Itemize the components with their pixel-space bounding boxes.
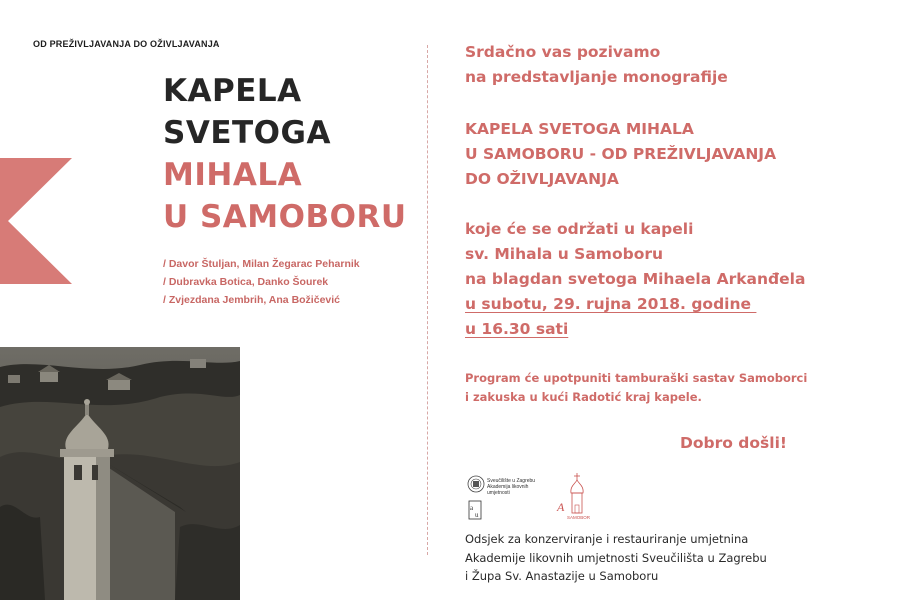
title-line-4: U SAMOBORU [163,199,407,235]
organizer-line: Odsjek za konzerviranje i restauriranje umjetnina [465,532,749,546]
author-list [163,255,360,309]
book-title-line: DO OŽIVLJAVANJA [465,170,619,188]
parish-label: SAMOBOR [567,515,591,520]
event-line: koje će se održati u kapeli [465,220,694,238]
author-line: / Dubravka Botica, Danko Šourek [163,276,329,288]
author-line: / Davor Štuljan, Milan Žegarac Peharnik [163,258,360,270]
organizers [465,530,767,586]
event-details [465,217,805,342]
university-line: Akademija likovnih [487,484,529,490]
monograph-title [163,70,407,238]
event-time: u 16.30 sati [465,320,569,338]
university-line: Sveučilište u Zagrebu [487,478,536,484]
chapel-photo [0,347,240,600]
invitation-text [465,40,728,90]
series-label: OD PREŽIVLJAVANJA DO OŽIVLJAVANJA [33,39,220,49]
book-title-line: KAPELA SVETOGA MIHALA [465,120,694,138]
event-line: sv. Mihala u Samoboru [465,245,664,263]
svg-text:a: a [470,504,474,512]
institution-logos [467,471,607,526]
program-line: i zakuska u kući Radotić kraj kapele. [465,390,702,404]
book-title [465,117,776,192]
organizer-line: Akademije likovnih umjetnosti Sveučilišta u Zagrebu [465,550,767,565]
column-divider [427,45,428,555]
parish-church-icon [556,473,583,514]
invitation-line: Srdačno vas pozivamo [465,43,661,61]
title-line-3: MIHALA [163,157,303,193]
university-seal-icon [468,476,484,492]
author-line: / Zvjezdana Jembrih, Ana Božičević [163,294,341,306]
title-line-2: SVETOGA [163,115,331,151]
welcome-text: Dobro došli! [680,434,787,452]
title-line-1: KAPELA [163,73,302,109]
chevron-arrow-graphic [0,158,72,284]
invitation-line: na predstavljanje monografije [465,68,728,86]
university-line: umjetnosti [487,490,510,496]
book-title-line: U SAMOBORU - OD PREŽIVLJAVANJA [465,145,777,163]
alu-logo-icon [469,501,481,519]
svg-text:A: A [557,500,565,514]
organizer-line: i Župa Sv. Anastazije u Samoboru [465,569,659,583]
event-date: u subotu, 29. rujna 2018. godine [465,295,757,313]
program-note [465,369,807,407]
svg-text:u: u [475,511,479,519]
program-line: Program će upotpuniti tamburaški sastav Samoborci [465,371,808,385]
event-line: na blagdan svetoga Mihaela Arkanđela [465,270,806,288]
